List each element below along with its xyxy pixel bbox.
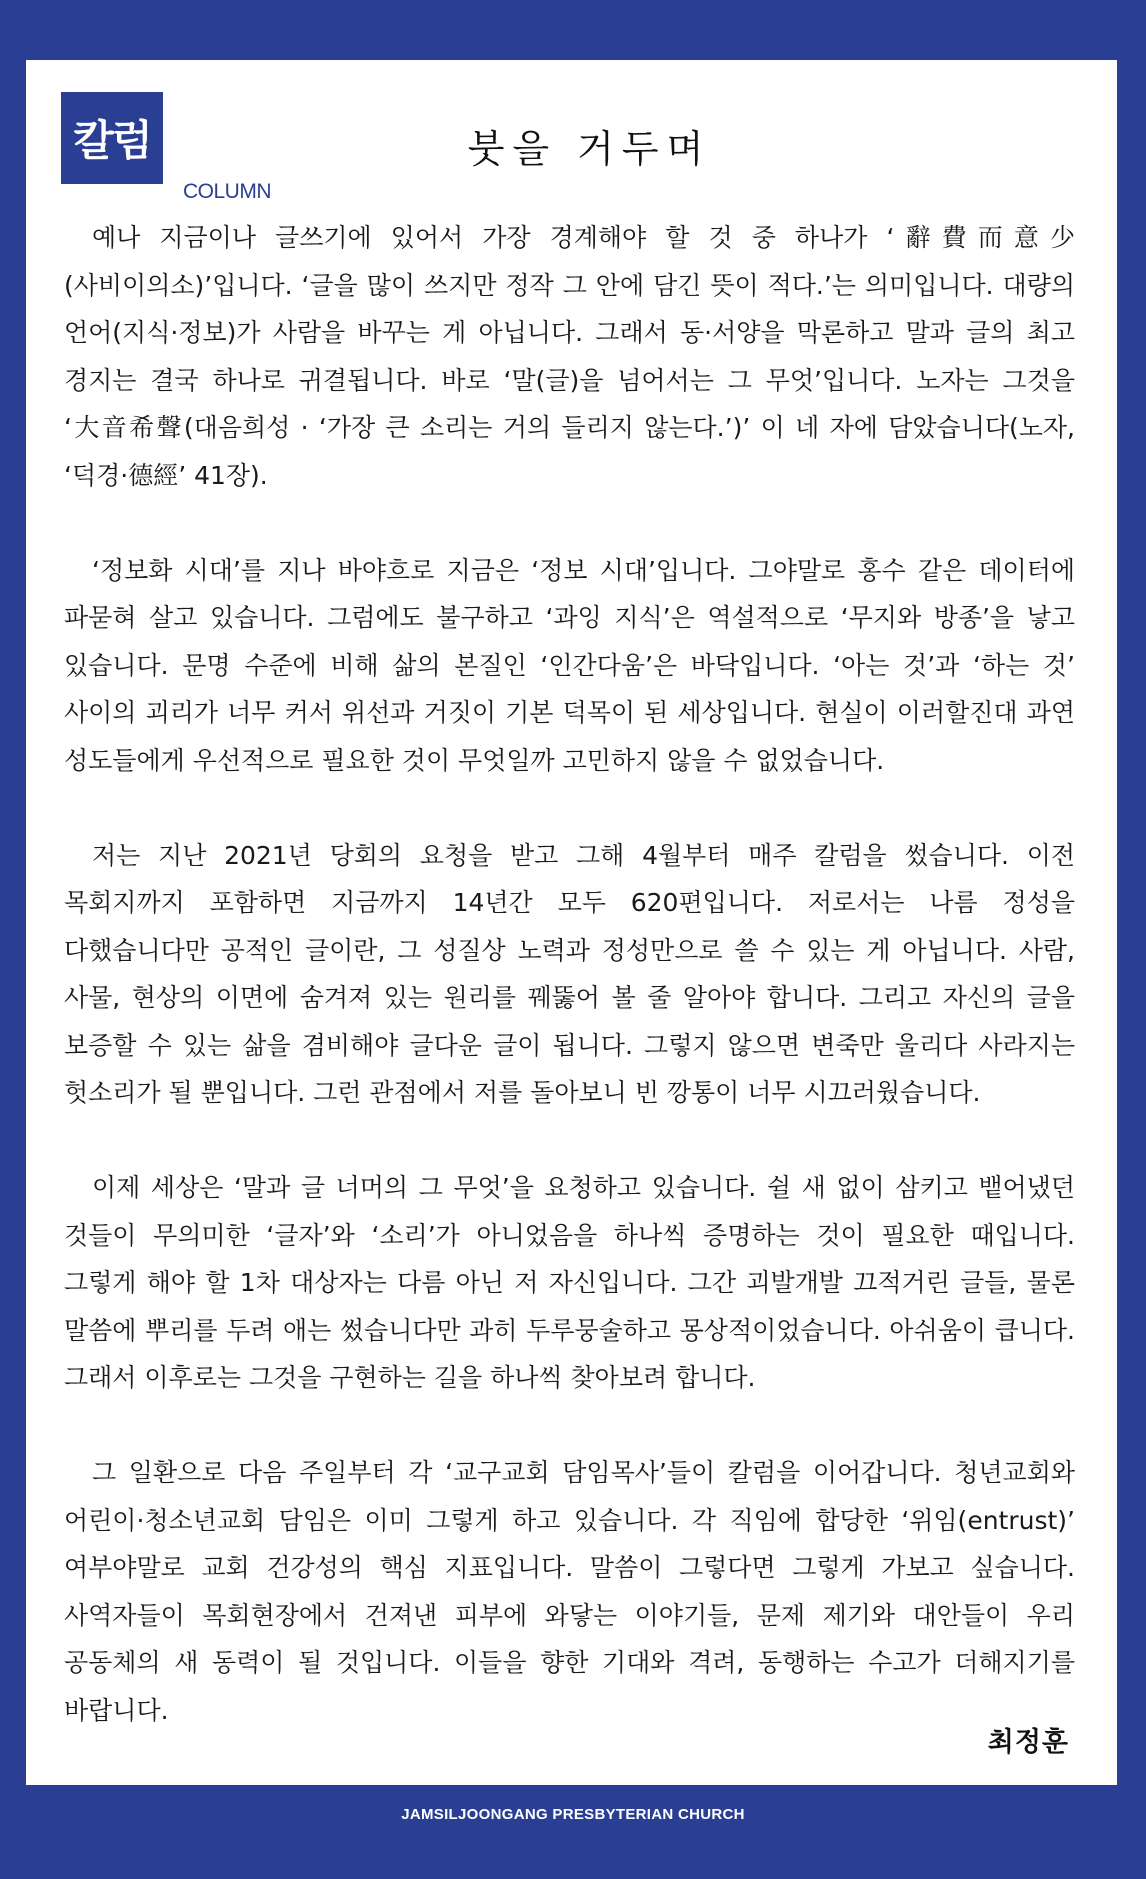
article-paragraph: 이제 세상은 ‘말과 글 너머의 그 무엇’을 요청하고 있습니다. 쉴 새 없이 삼키고 뱉어냈던 것들이 무의미한 ‘글자’와 ‘소리’가 아니었음을 하나씩 증명하는 것이 필요한 때입니다. 그렇게 해야 할 1차 대상자는 다름 아닌 저 자신입니다. 그간 괴발개발 끄적거린 글들, 물론 말씀에 뿌리를 두려 애는 썼습니다만 과히 두루뭉술하고 몽상적이었습니다. 아쉬움이 큽니다. 그래서 이후로는 그것을 구현하는 길을 하나씩 찾아보려 합니다. <box>64 1173 1075 1392</box>
article-paragraph: ‘정보화 시대’를 지나 바야흐로 지금은 ‘정보 시대’입니다. 그야말로 홍수 같은 데이터에 파묻혀 살고 있습니다. 그럼에도 불구하고 ‘과잉 지식’은 역설적으로 ‘무지와 방종’을 낳고 있습니다. 문명 수준에 비해 삶의 본질인 ‘인간다움’은 바닥입니다. ‘아는 것’과 ‘하는 것’ 사이의 괴리가 너무 커서 위선과 거짓이 기본 덕목이 된 세상입니다. 현실이 이러할진대 과연 성도들에게 우선적으로 필요한 것이 무엇일까 고민하지 않을 수 없었습니다. <box>64 555 1075 775</box>
column-page <box>26 60 1117 1785</box>
article-body <box>64 214 1075 1734</box>
column-subtitle: COLUMN <box>183 180 272 203</box>
author-name: 최정훈 <box>987 1727 1069 1758</box>
article-paragraph: 그 일환으로 다음 주일부터 각 ‘교구교회 담임목사’들이 칼럼을 이어갑니다. 청년교회와 어린이·청소년교회 담임은 이미 그렇게 하고 있습니다. 각 직임에 합당한 ‘위임(entrust)’ 여부야말로 교회 건강성의 핵심 지표입니다. 말씀이 그렇다면 그렇게 가보고 싶습니다. 사역자들이 목회현장에서 건져낸 피부에 와닿는 이야기들, 문제 제기와 대안들이 우리 공동체의 새 동력이 될 것입니다. 이들을 향한 기대와 격려, 동행하는 수고가 더해지기를 바랍니다. <box>64 1458 1075 1725</box>
article-paragraph: 예나 지금이나 글쓰기에 있어서 가장 경계해야 할 것 중 하나가 ‘辭費而意少(사비이의소)’입니다. ‘글을 많이 쓰지만 정작 그 안에 담긴 뜻이 적다.’는 의미입니다. 대량의 언어(지식·정보)가 사람을 바꾸는 게 아닙니다. 그래서 동·서양을 막론하고 말과 글의 최고 경지는 결국 하나로 귀결됩니다. 바로 ‘말(글)을 넘어서는 그 무엇’입니다. 노자는 그것을 ‘大音希聲(대음희성 · ‘가장 큰 소리는 거의 들리지 않는다.’)’ 이 네 자에 담았습니다(노자, ‘덕경·德經’ 41장). <box>64 223 1075 490</box>
article-paragraph: 저는 지난 2021년 당회의 요청을 받고 그해 4월부터 매주 칼럼을 썼습니다. 이전 목회지까지 포함하면 지금까지 14년간 모두 620편입니다. 저로서는 나름 정성을 다했습니다만 공적인 글이란, 그 성질상 노력과 정성만으로 쓸 수 있는 게 아닙니다. 사람, 사물, 현상의 이면에 숨겨져 있는 원리를 꿰뚫어 볼 줄 알아야 합니다. 그리고 자신의 글을 보증할 수 있는 삶을 겸비해야 글다운 글이 됩니다. 그렇지 않으면 변죽만 울리다 사라지는 헛소리가 될 뿐입니다. 그런 관점에서 저를 돌아보니 빈 깡통이 너무 시끄러웠습니다. <box>64 840 1075 1107</box>
church-footer: JAMSILJOONGANG PRESBYTERIAN CHURCH <box>401 1806 745 1823</box>
page-title: 붓을 거두며 <box>467 127 712 171</box>
column-badge-label: 칼럼 <box>73 116 151 165</box>
